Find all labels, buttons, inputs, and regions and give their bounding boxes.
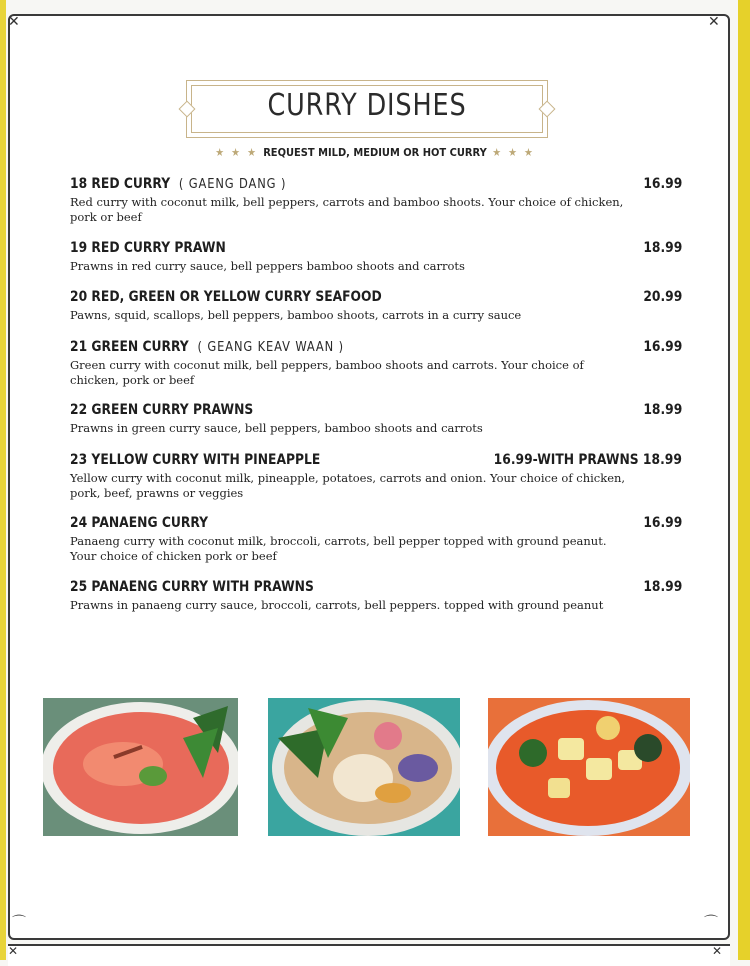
menu-item bbox=[70, 339, 682, 388]
menu-item-description: Red curry with coconut milk, bell peppers, carrots and bamboo shoots. Your choice of chicken, pork or beef bbox=[70, 195, 624, 224]
page-edge-left bbox=[0, 0, 6, 960]
menu-item bbox=[70, 289, 682, 323]
menu-item-price: 18.99 bbox=[643, 240, 682, 256]
corner-utensils-icon-tr: ✕ bbox=[708, 14, 720, 30]
menu-item-thai-name: ( GEANG KEAV WAAN ) bbox=[197, 340, 344, 355]
menu-item-thai-name: ( GAENG DANG ) bbox=[178, 177, 287, 192]
stars-icon-right: ★ ★ ★ bbox=[492, 146, 535, 159]
green-curry-photo bbox=[268, 698, 460, 836]
menu-item-description: Panaeng curry with coconut milk, broccoli, carrots, bell pepper topped with ground peanut. Your choice of chicken pork or beef bbox=[70, 534, 607, 563]
menu-item bbox=[70, 515, 682, 564]
corner-ornament-icon-bl: ⌒ bbox=[12, 915, 26, 931]
menu-item-price: 20.99 bbox=[643, 289, 682, 305]
menu-item-price: 18.99 bbox=[643, 579, 682, 595]
menu-item-name: 19 RED CURRY PRAWN bbox=[70, 240, 226, 256]
corner-utensils-icon-tl: ✕ bbox=[8, 14, 20, 30]
menu-item-price: 16.99 bbox=[643, 515, 682, 531]
menu-item-name: 22 GREEN CURRY PRAWNS bbox=[70, 402, 254, 418]
menu-item-name: 18 RED CURRY bbox=[70, 176, 171, 192]
menu-item bbox=[70, 240, 682, 274]
page-title: CURRY DISHES bbox=[267, 88, 467, 123]
menu-item bbox=[70, 176, 682, 225]
curry-heat-note-text: REQUEST MILD, MEDIUM OR HOT CURRY bbox=[263, 146, 487, 159]
menu-item bbox=[70, 452, 682, 501]
panaeng-curry-photo bbox=[488, 698, 690, 836]
next-page-strip bbox=[8, 944, 730, 966]
menu-item-price: 18.99 bbox=[643, 402, 682, 418]
menu-item-name: 23 YELLOW CURRY WITH PINEAPPLE bbox=[70, 452, 321, 468]
menu-item-description: Green curry with coconut milk, bell peppers, bamboo shoots and carrots. Your choice of chicken, pork or beef bbox=[70, 358, 584, 387]
corner-utensils-icon-br: ✕ bbox=[712, 944, 723, 958]
stars-icon-left: ★ ★ ★ bbox=[215, 146, 258, 159]
red-curry-photo bbox=[43, 698, 238, 836]
menu-item-description: Prawns in panaeng curry sauce, broccoli, carrots, bell peppers. topped with ground peanut bbox=[70, 598, 604, 612]
menu-item-price: 16.99 bbox=[643, 339, 682, 355]
menu-item-description: Yellow curry with coconut milk, pineapple, potatoes, carrots and onion. Your choice of chicken, pork, beef, prawns or veggies bbox=[70, 471, 626, 500]
menu-item-name: 24 PANAENG CURRY bbox=[70, 515, 209, 531]
curry-heat-note bbox=[38, 146, 713, 159]
corner-utensils-icon-bl: ✕ bbox=[8, 944, 19, 958]
menu-item-description: Prawns in green curry sauce, bell peppers, bamboo shoots and carrots bbox=[70, 421, 483, 435]
menu-item-description: Pawns, squid, scallops, bell peppers, bamboo shoots, carrots in a curry sauce bbox=[70, 308, 522, 322]
page-edge-right bbox=[738, 0, 750, 960]
menu-item-price: 16.99 bbox=[643, 176, 682, 192]
menu-item-name: 20 RED, GREEN OR YELLOW CURRY SEAFOOD bbox=[70, 289, 382, 305]
menu-item-name: 21 GREEN CURRY bbox=[70, 339, 189, 355]
menu-item bbox=[70, 579, 682, 613]
menu-item-name: 25 PANAENG CURRY WITH PRAWNS bbox=[70, 579, 314, 595]
corner-ornament-icon-br: ⌒ bbox=[704, 915, 718, 931]
menu-item-description: Prawns in red curry sauce, bell peppers bamboo shoots and carrots bbox=[70, 259, 465, 273]
menu-item-price: 16.99-WITH PRAWNS 18.99 bbox=[493, 452, 682, 468]
menu-item bbox=[70, 402, 682, 436]
